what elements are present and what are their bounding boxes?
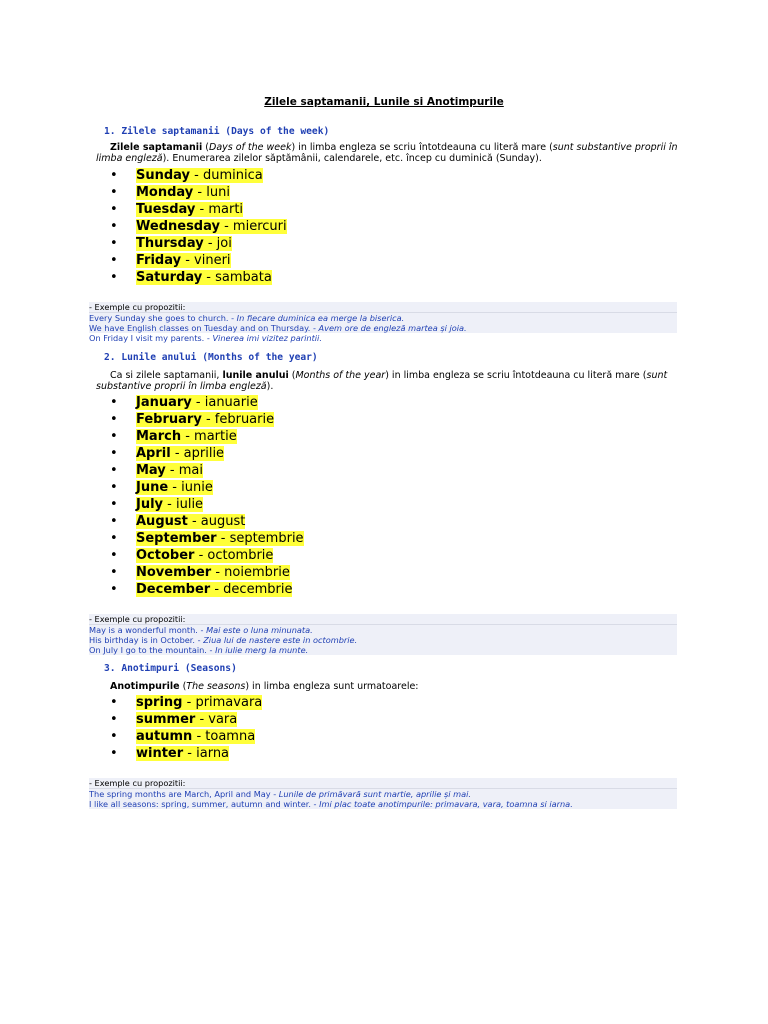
- list-item: • spring - primavara: [110, 695, 263, 710]
- list-item: • May - mai: [110, 463, 203, 478]
- list-item: • April - aprilie: [110, 446, 225, 461]
- bullet-icon: •: [110, 185, 118, 200]
- examples-months: [89, 614, 677, 655]
- list-item: • October - octombrie: [110, 548, 274, 563]
- bullet-icon: •: [110, 429, 118, 444]
- bullet-icon: •: [110, 480, 118, 495]
- list-item: • March - martie: [110, 429, 237, 444]
- intro-days: Zilele saptamanii (Days of the week) in limba engleza se scriu întotdeauna cu literă mare (sunt substantive proprii în limba engleză). Enumerarea zilelor săptămânii, calendarele, etc. încep cu duminică (Sunday).: [96, 142, 678, 164]
- list-item: • Tuesday - marti: [110, 202, 244, 217]
- bullet-icon: •: [110, 270, 118, 285]
- list-item: • November - noiembrie: [110, 565, 290, 580]
- list-item: • Saturday - sambata: [110, 270, 272, 285]
- section-heading-seasons: 3. Anotimpuri (Seasons): [104, 663, 237, 674]
- list-item: • summer - vara: [110, 712, 238, 727]
- bullet-icon: •: [110, 253, 118, 268]
- list-item: • September - septembrie: [110, 531, 304, 546]
- bullet-icon: •: [110, 446, 118, 461]
- bullet-icon: •: [110, 168, 118, 183]
- examples-header: - Exemple cu propozitii:: [89, 302, 677, 313]
- bullet-icon: •: [110, 712, 118, 727]
- bullet-icon: •: [110, 548, 118, 563]
- page-title: Zilele saptamanii, Lunile si Anotimpurile: [264, 96, 504, 108]
- months-list: [106, 394, 304, 598]
- list-item: • Monday - luni: [110, 185, 230, 200]
- section-heading-months: 2. Lunile anului (Months of the year): [104, 352, 318, 363]
- bullet-icon: •: [110, 236, 118, 251]
- bullet-icon: •: [110, 695, 118, 710]
- example-row: I like all seasons: spring, summer, autumn and winter. - Imi plac toate anotimpurile: primavara, vara, toamna si iarna.: [89, 799, 677, 809]
- intro-months: Ca si zilele saptamanii, lunile anului (Months of the year) in limba engleza se scriu întotdeauna cu literă mare (sunt substantive proprii în limba engleză).: [96, 370, 668, 392]
- intro-seasons: Anotimpurile (The seasons) in limba engleza sunt urmatoarele:: [110, 681, 419, 692]
- bullet-icon: •: [110, 463, 118, 478]
- list-item: • Wednesday - miercuri: [110, 219, 287, 234]
- bullet-icon: •: [110, 202, 118, 217]
- examples-header: - Exemple cu propozitii:: [89, 614, 677, 625]
- bullet-icon: •: [110, 219, 118, 234]
- bullet-icon: •: [110, 412, 118, 427]
- examples-seasons: [89, 778, 677, 809]
- example-row: His birthday is in October. - Ziua lui de nastere este in octombrie.: [89, 635, 677, 645]
- list-item: • winter - iarna: [110, 746, 230, 761]
- list-item: • February - februarie: [110, 412, 275, 427]
- list-item: • January - ianuarie: [110, 395, 258, 410]
- list-item: • June - iunie: [110, 480, 213, 495]
- list-item: • December - decembrie: [110, 582, 293, 597]
- example-row: The spring months are March, April and May - Lunile de primăvară sunt martie, aprilie și mai.: [89, 789, 677, 799]
- list-item: • Friday - vineri: [110, 253, 231, 268]
- example-row: May is a wonderful month. - Mai este o luna minunata.: [89, 625, 677, 635]
- list-item: • Thursday - joi: [110, 236, 232, 251]
- list-item: • autumn - toamna: [110, 729, 256, 744]
- seasons-list: [106, 694, 262, 762]
- bullet-icon: •: [110, 746, 118, 761]
- bullet-icon: •: [110, 565, 118, 580]
- example-row: We have English classes on Tuesday and on Thursday. - Avem ore de engleză martea și joia.: [89, 323, 677, 333]
- list-item: • Sunday - duminica: [110, 168, 263, 183]
- example-row: Every Sunday she goes to church. - In fiecare duminica ea merge la biserica.: [89, 313, 677, 323]
- examples-days: [89, 302, 677, 343]
- section-heading-days: 1. Zilele saptamanii (Days of the week): [104, 126, 330, 137]
- bullet-icon: •: [110, 729, 118, 744]
- examples-header: - Exemple cu propozitii:: [89, 778, 677, 789]
- example-row: On July I go to the mountain. - In iulie merg la munte.: [89, 645, 677, 655]
- bullet-icon: •: [110, 582, 118, 597]
- bullet-icon: •: [110, 531, 118, 546]
- list-item: • July - iulie: [110, 497, 204, 512]
- bullet-icon: •: [110, 514, 118, 529]
- days-list: [106, 167, 287, 286]
- bullet-icon: •: [110, 497, 118, 512]
- list-item: • August - august: [110, 514, 246, 529]
- example-row: On Friday I visit my parents. - Vinerea imi vizitez parintii.: [89, 333, 322, 343]
- bullet-icon: •: [110, 395, 118, 410]
